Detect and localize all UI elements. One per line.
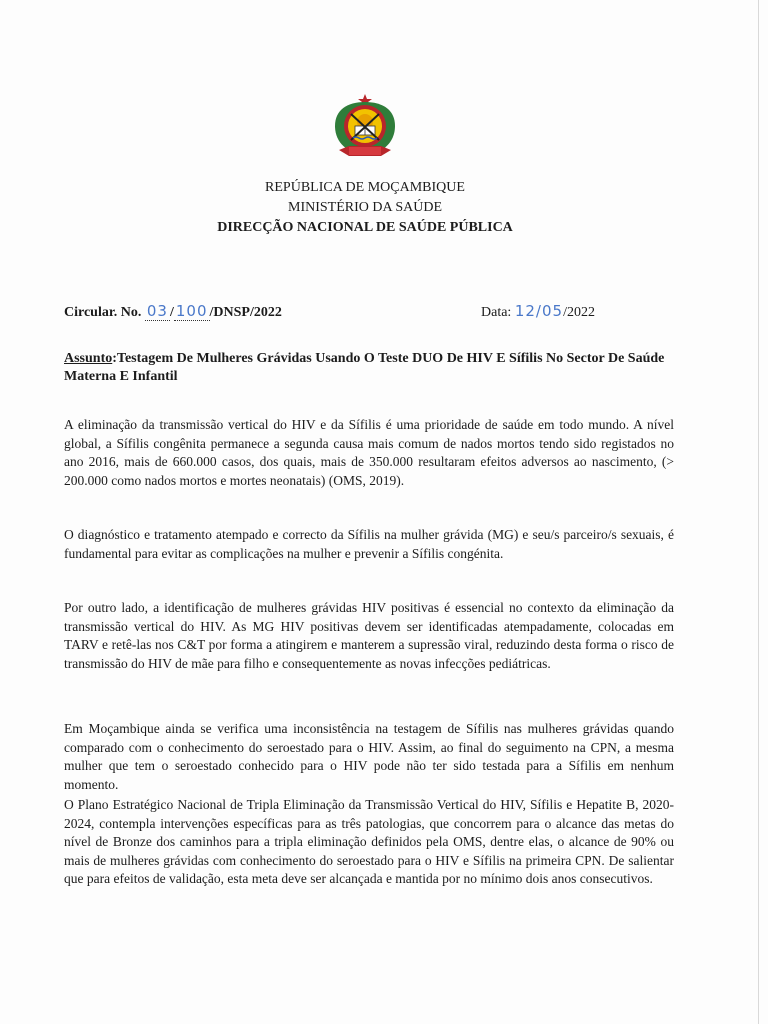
body-paragraph: O diagnóstico e tratamento atempado e correcto da Sífilis na mulher grávida (MG) e seu/s parceiro/s sexuais, é fundamental para evitar as complicações na mulher e prevenir a Sífilis congénita. bbox=[64, 527, 674, 561]
body-paragraph: O Plano Estratégico Nacional de Tripla Eliminação da Transmissão Vertical do HIV, Sífilis e Hepatite B, 2020-2024, contempla intervenções específicas para as três patologias, que concorrem para o alcance das metas do nível de Bronze dos caminhos para a tripla eliminação definidos pela OMS, dentre elas, o alcance de 90% ou mais de mulheres grávidas com conhecimento do seroestado para o HIV e Sífilis na primeira CPN. De salientar que para efeitos de validação, esta meta deve ser alcançada e mantida por no mínimo dois anos consecutivos. bbox=[64, 797, 674, 886]
directorate-name: DIRECÇÃO NACIONAL DE SAÚDE PÚBLICA bbox=[217, 220, 513, 235]
circular-reference bbox=[64, 302, 282, 321]
circular-suffix: /DNSP/2022 bbox=[209, 305, 282, 320]
body-paragraph: Por outro lado, a identificação de mulheres grávidas HIV positivas é essencial no contexto da eliminação da transmissão vertical do HIV. As MG HIV positivas devem ser identificadas atempadamente, colocadas em TARV e retê-las nos C&T por forma a atingirem e manterem a supressão viral, reduzindo desta forma o risco de transmissão do HIV de mãe para filho e consequentemente as novas infecções pediátricas. bbox=[64, 600, 674, 671]
date-handwritten: 12/05 bbox=[514, 302, 564, 320]
document-date bbox=[481, 302, 595, 321]
page-edge-line bbox=[758, 0, 759, 1024]
circular-prefix: Circular. No. bbox=[64, 305, 142, 320]
ministry-name: MINISTÉRIO DA SAÚDE bbox=[288, 200, 442, 215]
country-name: REPÚBLICA DE MOÇAMBIQUE bbox=[265, 180, 465, 195]
circular-serial-handwritten: 100 bbox=[175, 302, 208, 320]
mozambique-coat-of-arms-icon bbox=[327, 92, 403, 164]
date-label: Data: bbox=[481, 305, 512, 320]
subject-text: :Testagem De Mulheres Grávidas Usando O Teste DUO De HIV E Sífilis No Sector De Saúde Materna E Infantil bbox=[64, 351, 665, 384]
body-paragraph: Em Moçambique ainda se verifica uma inconsistência na testagem de Sífilis nas mulheres grávidas quando comparado com o conhecimento do seroestado para o HIV. Assim, ao final do seguimento na CPN, a mesma mulher que tem o seroestado conhecido para o HIV pode não ter sido testada para a Sífilis em nenhum momento. bbox=[64, 721, 674, 792]
circular-number-handwritten: 03 bbox=[146, 302, 168, 320]
circular-separator: / bbox=[169, 305, 174, 320]
subject-line bbox=[64, 350, 674, 386]
subject-label: Assunto bbox=[64, 351, 113, 366]
date-year: /2022 bbox=[563, 305, 595, 320]
body-paragraph: A eliminação da transmissão vertical do HIV e da Sífilis é uma prioridade de saúde em todo mundo. A nível global, a Sífilis congênita permanece a segunda causa mais comum de nados mortos tendo sido registados no ano 2016, mais de 660.000 casos, dos quais, mais de 350.000 resultaram efeitos adversos ao nascimento, (> 200.000 como nados mortos e mortes neonatais) (OMS, 2019). bbox=[64, 417, 674, 488]
